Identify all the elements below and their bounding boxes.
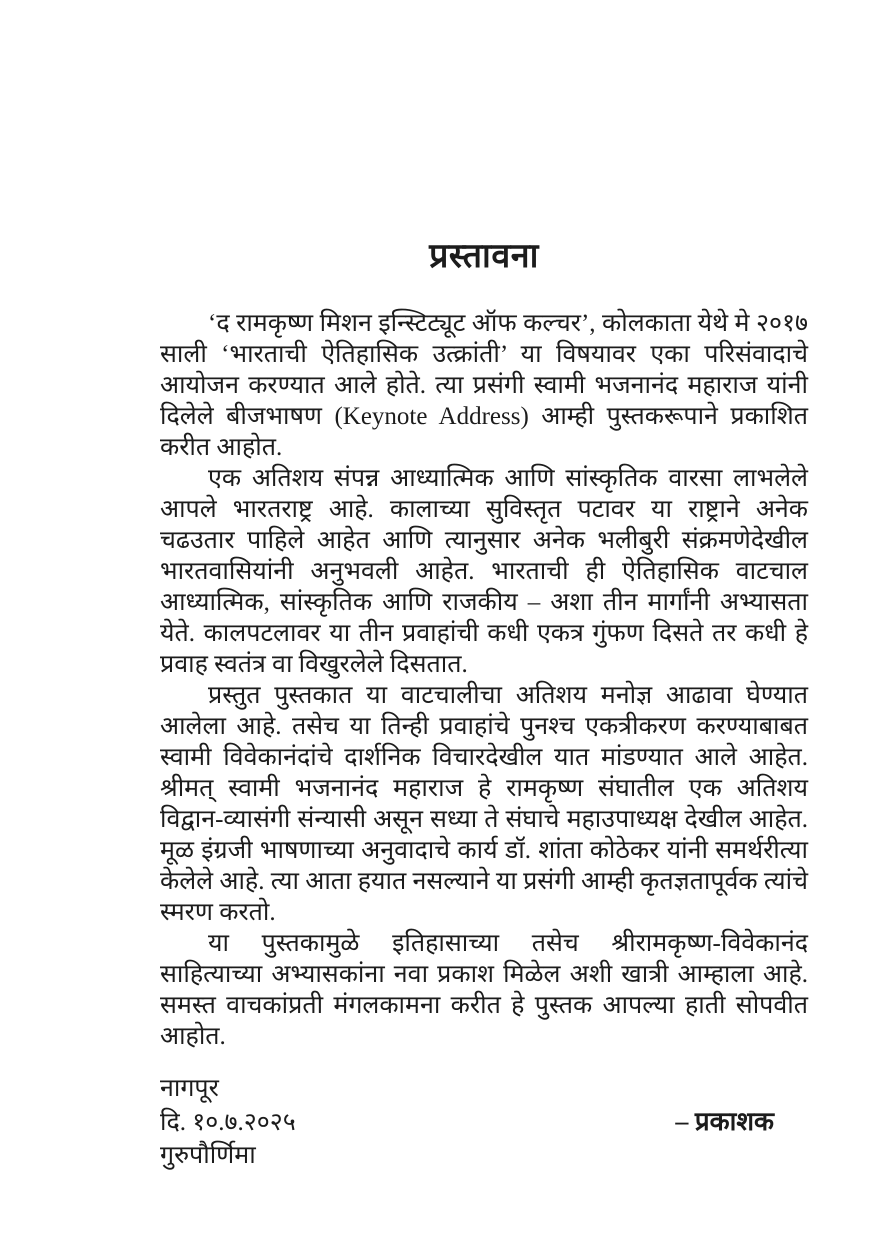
preface-footer xyxy=(160,1072,808,1172)
footer-place: नागपूर xyxy=(160,1075,219,1102)
publisher-signature: – प्रकाशक xyxy=(675,1107,774,1136)
footer-date: दि. १०.७.२०२५ xyxy=(160,1109,296,1136)
body-paragraph-4: या पुस्तकामुळे इतिहासाच्या तसेच श्रीरामकृष्ण-विवेकानंद साहित्याच्या अभ्यासकांना नवा प्रकाश मिळेल अशी खात्री आम्हाला आहे. समस्त वाचकांप्रती मंगलकामना करीत हे पुस्तक आपल्या हाती सोपवीत आहोत. xyxy=(160,930,808,1050)
footer-occasion: गुरुपौर्णिमा xyxy=(160,1142,256,1169)
footer-date-row xyxy=(160,1105,808,1139)
preface-body xyxy=(160,308,808,1052)
body-paragraph-1: ‘द रामकृष्ण मिशन इन्स्टिट्यूट ऑफ कल्चर’, कोलकाता येथे मे २०१७ साली ‘भारताची ऐतिहासिक उत्क्रांती’ या विषयावर एका परिसंवादाचे आयोजन करण्यात आले होते. त्या प्रसंगी स्वामी भजनानंद महाराज यांनी दिलेले बीजभाषण (Keynote Address) आम्ही पुस्तकरूपाने प्रकाशित करीत आहोत. xyxy=(160,310,808,461)
page-title: प्रस्तावना xyxy=(429,238,539,275)
body-paragraph-2: एक अतिशय संपन्न आध्यात्मिक आणि सांस्कृतिक वारसा लाभलेले आपले भारतराष्ट्र आहे. कालाच्या सुविस्तृत पटावर या राष्ट्राने अनेक चढउतार पाहिले आहेत आणि त्यानुसार अनेक भलीबुरी संक्रमणेदेखील भारतवासियांनी अनुभवली आहेत. भारताची ही ऐतिहासिक वाटचाल आध्यात्मिक, सांस्कृतिक आणि राजकीय – अशा तीन मार्गांनी अभ्यासता येते. कालपटलावर या तीन प्रवाहांची कधी एकत्र गुंफण दिसते तर कधी हे प्रवाह स्वतंत्र वा विखुरलेले दिसतात. xyxy=(160,465,808,678)
body-paragraph-3: प्रस्तुत पुस्तकात या वाटचालीचा अतिशय मनोज्ञ आढावा घेण्यात आलेला आहे. तसेच या तिन्ही प्रवाहांचे पुनश्च एकत्रीकरण करण्याबाबत स्वामी विवेकानंदांचे दार्शनिक विचारदेखील यात मांडण्यात आले आहेत. श्रीमत् स्वामी भजनानंद महाराज हे रामकृष्ण संघातील एक अतिशय विद्वान-व्यासंगी संन्यासी असून सध्या ते संघाचे महाउपाध्यक्ष देखील आहेत. मूळ इंग्रजी भाषणाच्या अनुवादाचे कार्य डॉ. शांता कोठेकर यांनी समर्थरीत्या केलेले आहे. त्या आता हयात नसल्याने या प्रसंगी आम्ही कृतज्ञतापूर्वक त्यांचे स्मरण करतो. xyxy=(160,682,808,926)
page-content xyxy=(160,238,808,1172)
